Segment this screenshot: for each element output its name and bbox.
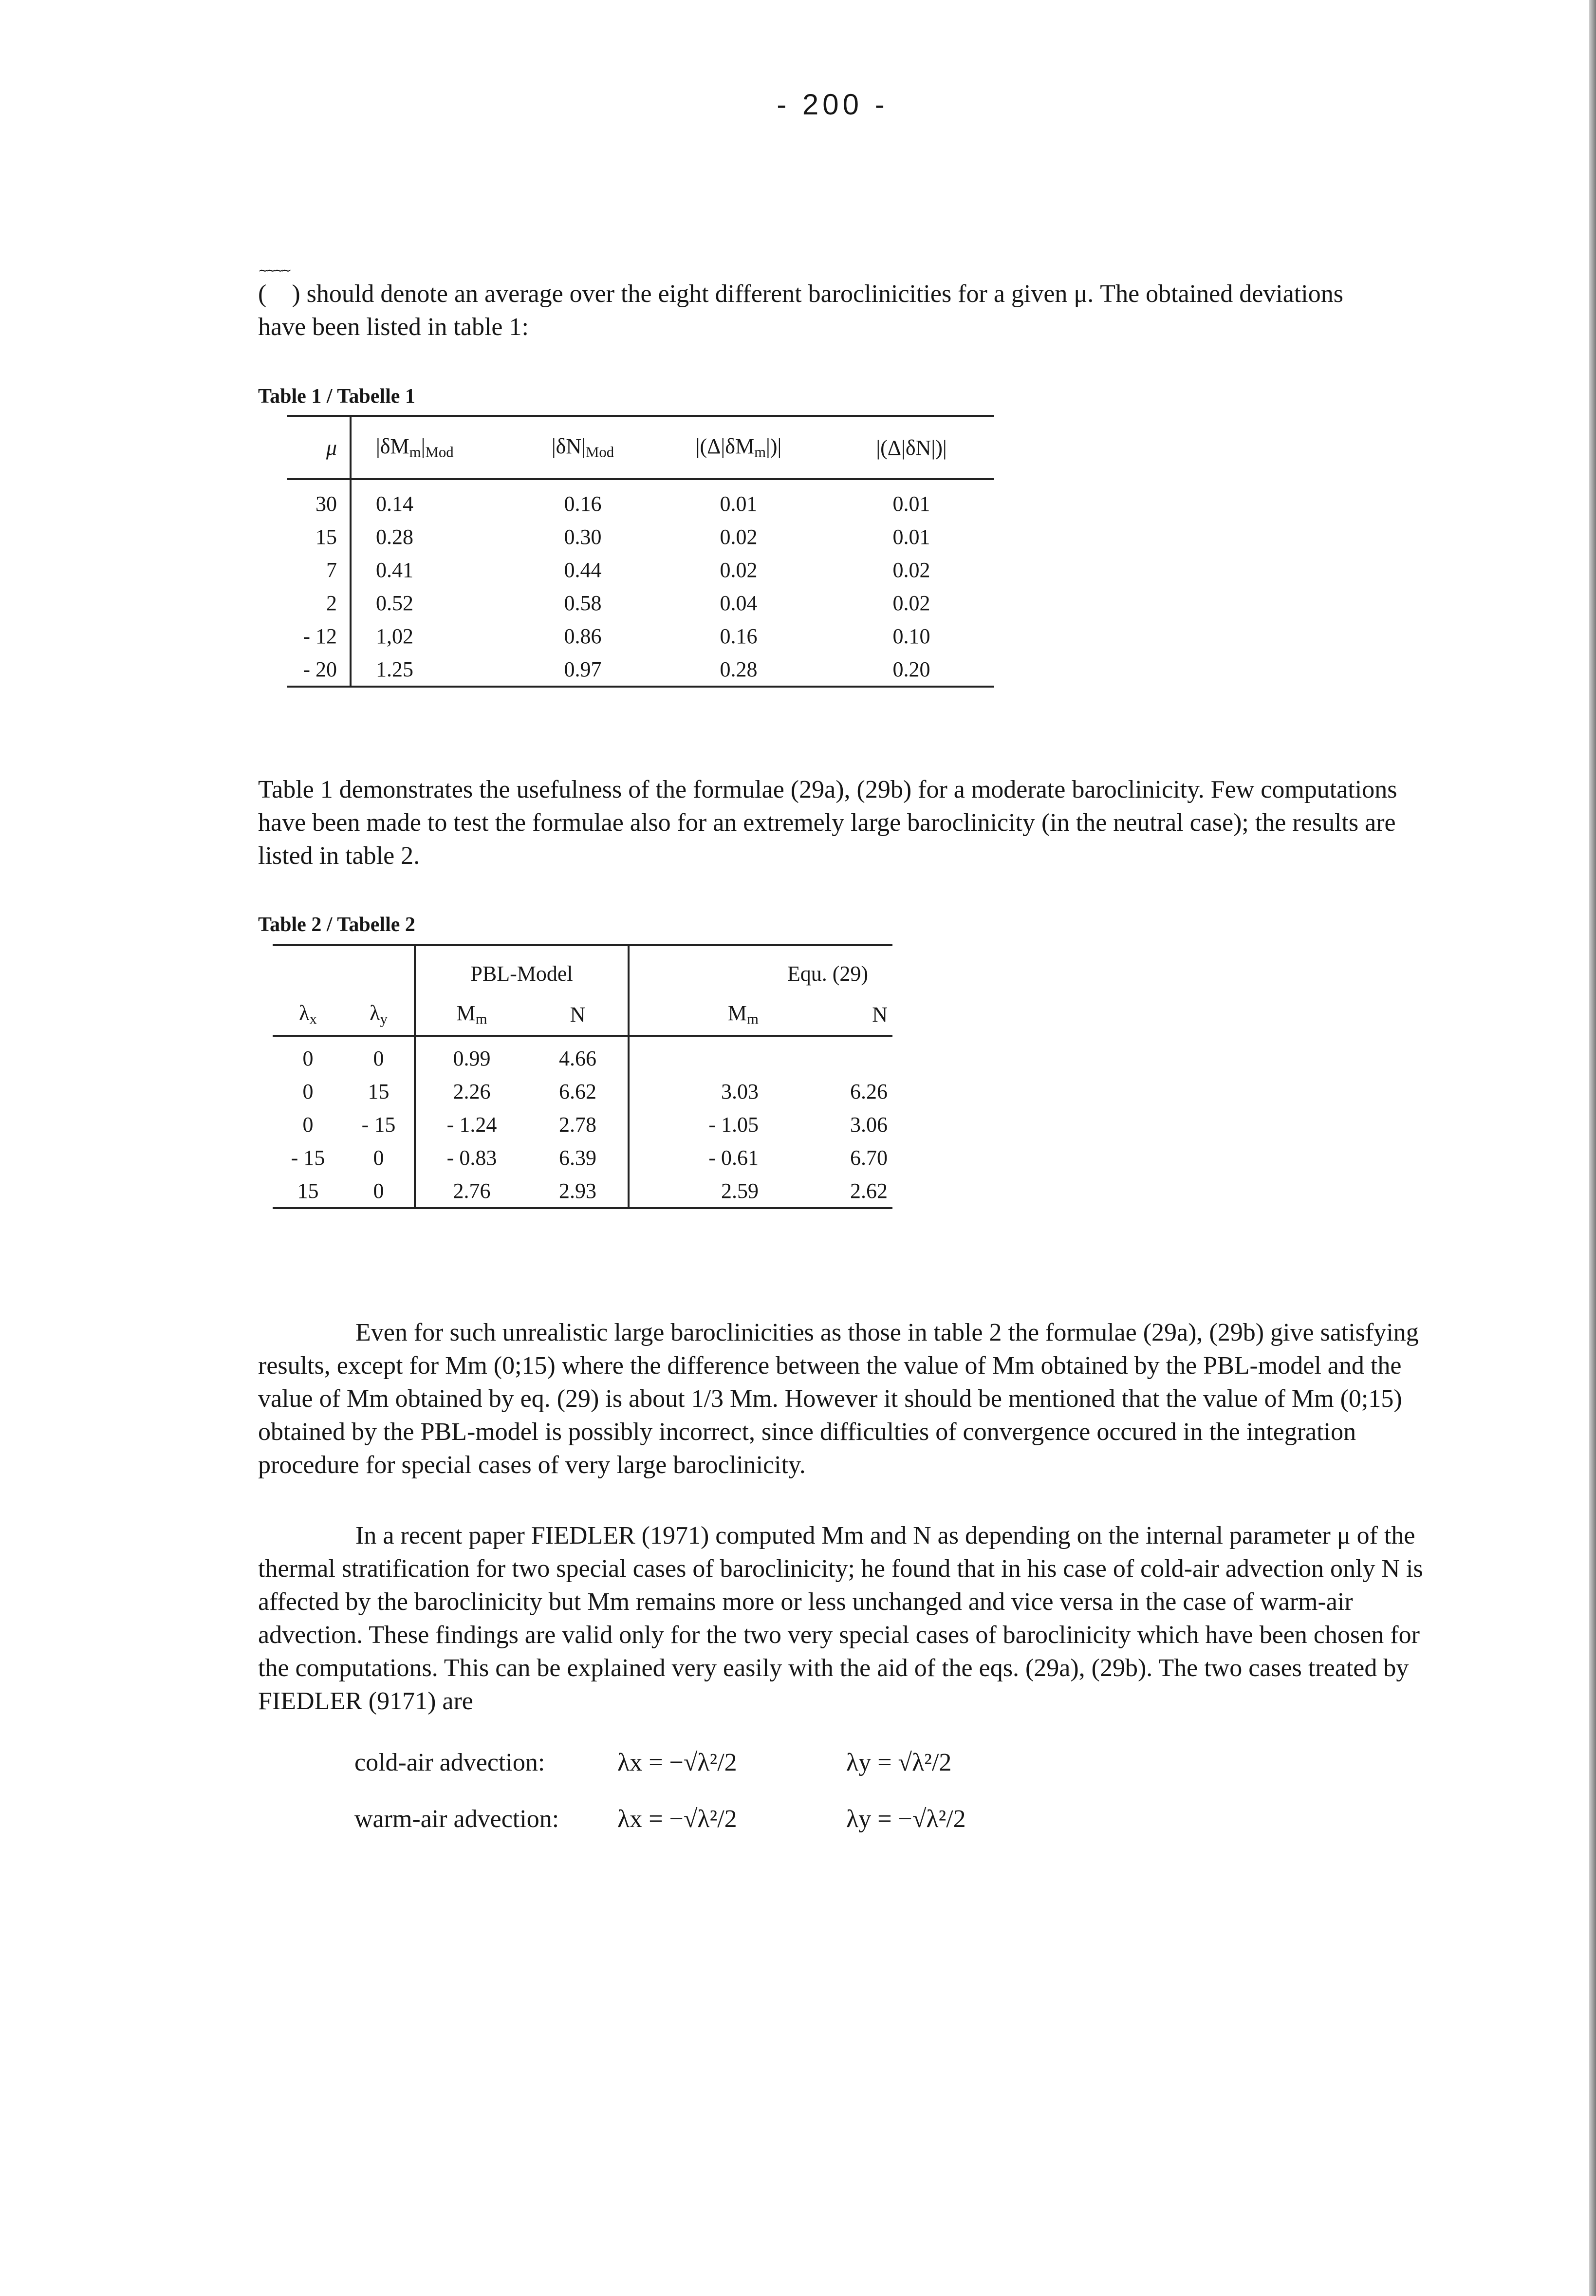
table2-header-pbl-n: N xyxy=(528,994,629,1036)
table2-cell: 2.59 xyxy=(629,1174,778,1208)
table1-header-dn: $|\delta N|_{Mod}$ xyxy=(517,416,649,479)
table2 xyxy=(273,944,892,1209)
table2-cell: 6.70 xyxy=(850,1145,888,1170)
table2-row xyxy=(273,1036,892,1075)
table1-cell: 0.20 xyxy=(829,653,994,687)
table2-cell: 0 xyxy=(302,1112,314,1137)
table2-cell: 0 xyxy=(302,1079,314,1103)
paragraph-table1-discussion: Table 1 demonstrates the usefulness of the formulae (29a), (29b) for a moderate baroclinicity. Few computations have been made to test the formulae also for an extremely large baroclinicity (in the neutral case); the results are listed in table 2. xyxy=(258,776,1397,870)
table1-header-mu: μ xyxy=(287,416,351,479)
table1-header-ddmm: $|(\Delta|\delta M_m|)|$ xyxy=(649,416,829,479)
table2-cell xyxy=(778,1036,892,1075)
table1-cell: 0.04 xyxy=(720,591,758,615)
table1-cell: 0.01 xyxy=(892,524,930,549)
table1-cell: 0.44 xyxy=(564,558,602,582)
table2-caption: Table 2 / Tabelle 2 xyxy=(258,914,415,936)
table2-cell: 2.76 xyxy=(415,1174,528,1208)
table1-cell: 0.02 xyxy=(892,591,930,615)
paragraph-unrealistic-baroclinicities: Even for such unrealistic large baroclinicities as those in table 2 the formulae (29a), (29b) give satisfying results, except for Mm (0;15) where the difference between the value of Mm obtained by the PBL-model and the value of Mm obtained by eq. (29) is about 1/3 Mm. However it should be mentioned that the value of Mm (0;15) obtained by the PBL-model is possibly incorrect, since difficulties of convergence occured in the integration procedure for special cases of very large baroclinicity. xyxy=(258,1319,1419,1479)
average-symbol: ∼∼∼∼ ( ) xyxy=(258,280,300,308)
table2-row xyxy=(273,1108,892,1141)
table1-row xyxy=(287,479,994,520)
paragraph-fiedler: In a recent paper FIEDLER (1971) computed Mm and N as depending on the internal parameter μ of the thermal stratification for two special cases of baroclinicity; he found that in his case of cold-air advection only N is affected by the baroclinicity but Mm remains more or less unchanged and vice versa in the case of warm-air advection. These findings are valid only for the two very special cases of baroclinicity which have been chosen for the computations. This can be explained very easily with the aid of the eqs. (29a), (29b). The two cases treated by FIEDLER (9171) are xyxy=(258,1522,1423,1715)
table1-cell: - 12 xyxy=(287,619,351,653)
table2-cell xyxy=(629,1036,778,1075)
table1-cell: 1.25 xyxy=(351,653,517,687)
table1-row xyxy=(287,653,994,687)
table1-cell: 0.41 xyxy=(376,558,413,582)
table1-cell: 0.01 xyxy=(892,491,930,516)
table2-cell: - 0.61 xyxy=(708,1145,759,1170)
equation-cold-air xyxy=(354,1748,1133,1782)
table1-cell: 0.58 xyxy=(564,591,602,615)
table1-cell: 30 xyxy=(287,479,351,520)
table2-header-pbl-mm: $M_m$ xyxy=(415,994,528,1036)
table2-row xyxy=(273,1174,892,1208)
equation-cold-ly: λy = √λ²/2 xyxy=(846,1749,952,1776)
intro-paragraph xyxy=(258,278,1363,344)
table1-cell: 0.16 xyxy=(720,624,758,648)
table2-header-equ-n: N xyxy=(778,994,892,1036)
table1-row xyxy=(287,586,994,619)
intro-text: should denote an average over the eight different baroclinicities for a given μ. The obtained deviations have been listed in table 1: xyxy=(258,280,1343,341)
table2-group-equ: Equ. (29) xyxy=(629,945,892,994)
table2-cell: 15 xyxy=(343,1075,415,1108)
table1-header-ddn: |(Δ|δN|)| xyxy=(829,416,994,479)
table1-cell: 0.28 xyxy=(376,524,413,549)
table1 xyxy=(287,415,994,688)
equation-warm-lx: λx = −√λ²/2 xyxy=(617,1805,737,1833)
equation-cold-lx: λx = −√λ²/2 xyxy=(617,1749,737,1776)
table1-row xyxy=(287,619,994,653)
table1-cell: - 20 xyxy=(287,653,351,687)
table2-cell: 0 xyxy=(343,1141,415,1174)
page-number: - 200 - xyxy=(777,88,889,121)
table2-header-lambda-y: $\lambda_y$ xyxy=(343,994,415,1036)
table2-header-equ-mm: $M_m$ xyxy=(629,994,778,1036)
table1-cell: 7 xyxy=(287,553,351,586)
table2-header-row xyxy=(273,994,892,1036)
table1-cell: 0.02 xyxy=(720,558,758,582)
table2-cell: 6.39 xyxy=(528,1141,629,1174)
table2-cell: 6.62 xyxy=(528,1075,629,1108)
table2-cell: 0 xyxy=(343,1174,415,1208)
equation-warm-label: warm-air advection: xyxy=(354,1805,559,1833)
table1-cell: 0.02 xyxy=(892,558,930,582)
table2-header-lambda-x: $\lambda_x$ xyxy=(273,994,343,1036)
equation-warm-air xyxy=(354,1805,1133,1839)
table1-header-row xyxy=(287,416,994,479)
table2-cell: 6.26 xyxy=(850,1079,888,1103)
table2-cell: - 0.83 xyxy=(446,1145,497,1170)
equation-cold-label: cold-air advection: xyxy=(354,1749,545,1776)
table2-cell: 0 xyxy=(302,1046,314,1070)
table2-group-row xyxy=(273,945,892,994)
table2-cell: 2.78 xyxy=(528,1108,629,1141)
table1-row xyxy=(287,553,994,586)
table1-cell: 0.10 xyxy=(892,624,930,648)
table2-cell: 4.66 xyxy=(528,1036,629,1075)
table1-cell: 0.02 xyxy=(720,524,758,549)
table2-cell: - 15 xyxy=(291,1145,325,1170)
table2-cell: 3.03 xyxy=(721,1079,759,1103)
table1-cell: 0.97 xyxy=(517,653,649,687)
table1-cell: 0.86 xyxy=(564,624,602,648)
table2-row xyxy=(273,1141,892,1174)
table2-cell: 2.26 xyxy=(453,1079,491,1103)
table1-cell: 0.52 xyxy=(376,591,413,615)
table1-cell: 0.01 xyxy=(720,491,758,516)
table1-row xyxy=(287,520,994,553)
table2-row xyxy=(273,1075,892,1108)
equation-warm-ly: λy = −√λ²/2 xyxy=(846,1805,966,1833)
table1-cell: 2 xyxy=(287,586,351,619)
table2-cell: 0 xyxy=(343,1036,415,1075)
table2-cell: 2.93 xyxy=(528,1174,629,1208)
table2-cell: 3.06 xyxy=(850,1112,888,1137)
table2-cell: 0.99 xyxy=(453,1046,491,1070)
table2-cell: - 1.05 xyxy=(708,1112,759,1137)
table2-group-pbl: PBL-Model xyxy=(415,945,629,994)
table1-header-dmm: $|\delta M_m|_{Mod}$ xyxy=(351,416,517,479)
table1-cell: 0.28 xyxy=(649,653,829,687)
table1-cell: 0.30 xyxy=(564,524,602,549)
table1-cell: 0.16 xyxy=(564,491,602,516)
table1-cell: 0.14 xyxy=(376,491,413,516)
table1-cell: 1,02 xyxy=(376,624,413,648)
table1-caption: Table 1 / Tabelle 1 xyxy=(258,385,415,408)
table2-cell: - 1.24 xyxy=(446,1112,497,1137)
table2-cell: 15 xyxy=(273,1174,343,1208)
table2-cell: - 15 xyxy=(343,1108,415,1141)
page-edge xyxy=(1589,0,1596,2296)
table1-cell: 15 xyxy=(287,520,351,553)
table2-cell: 2.62 xyxy=(778,1174,892,1208)
